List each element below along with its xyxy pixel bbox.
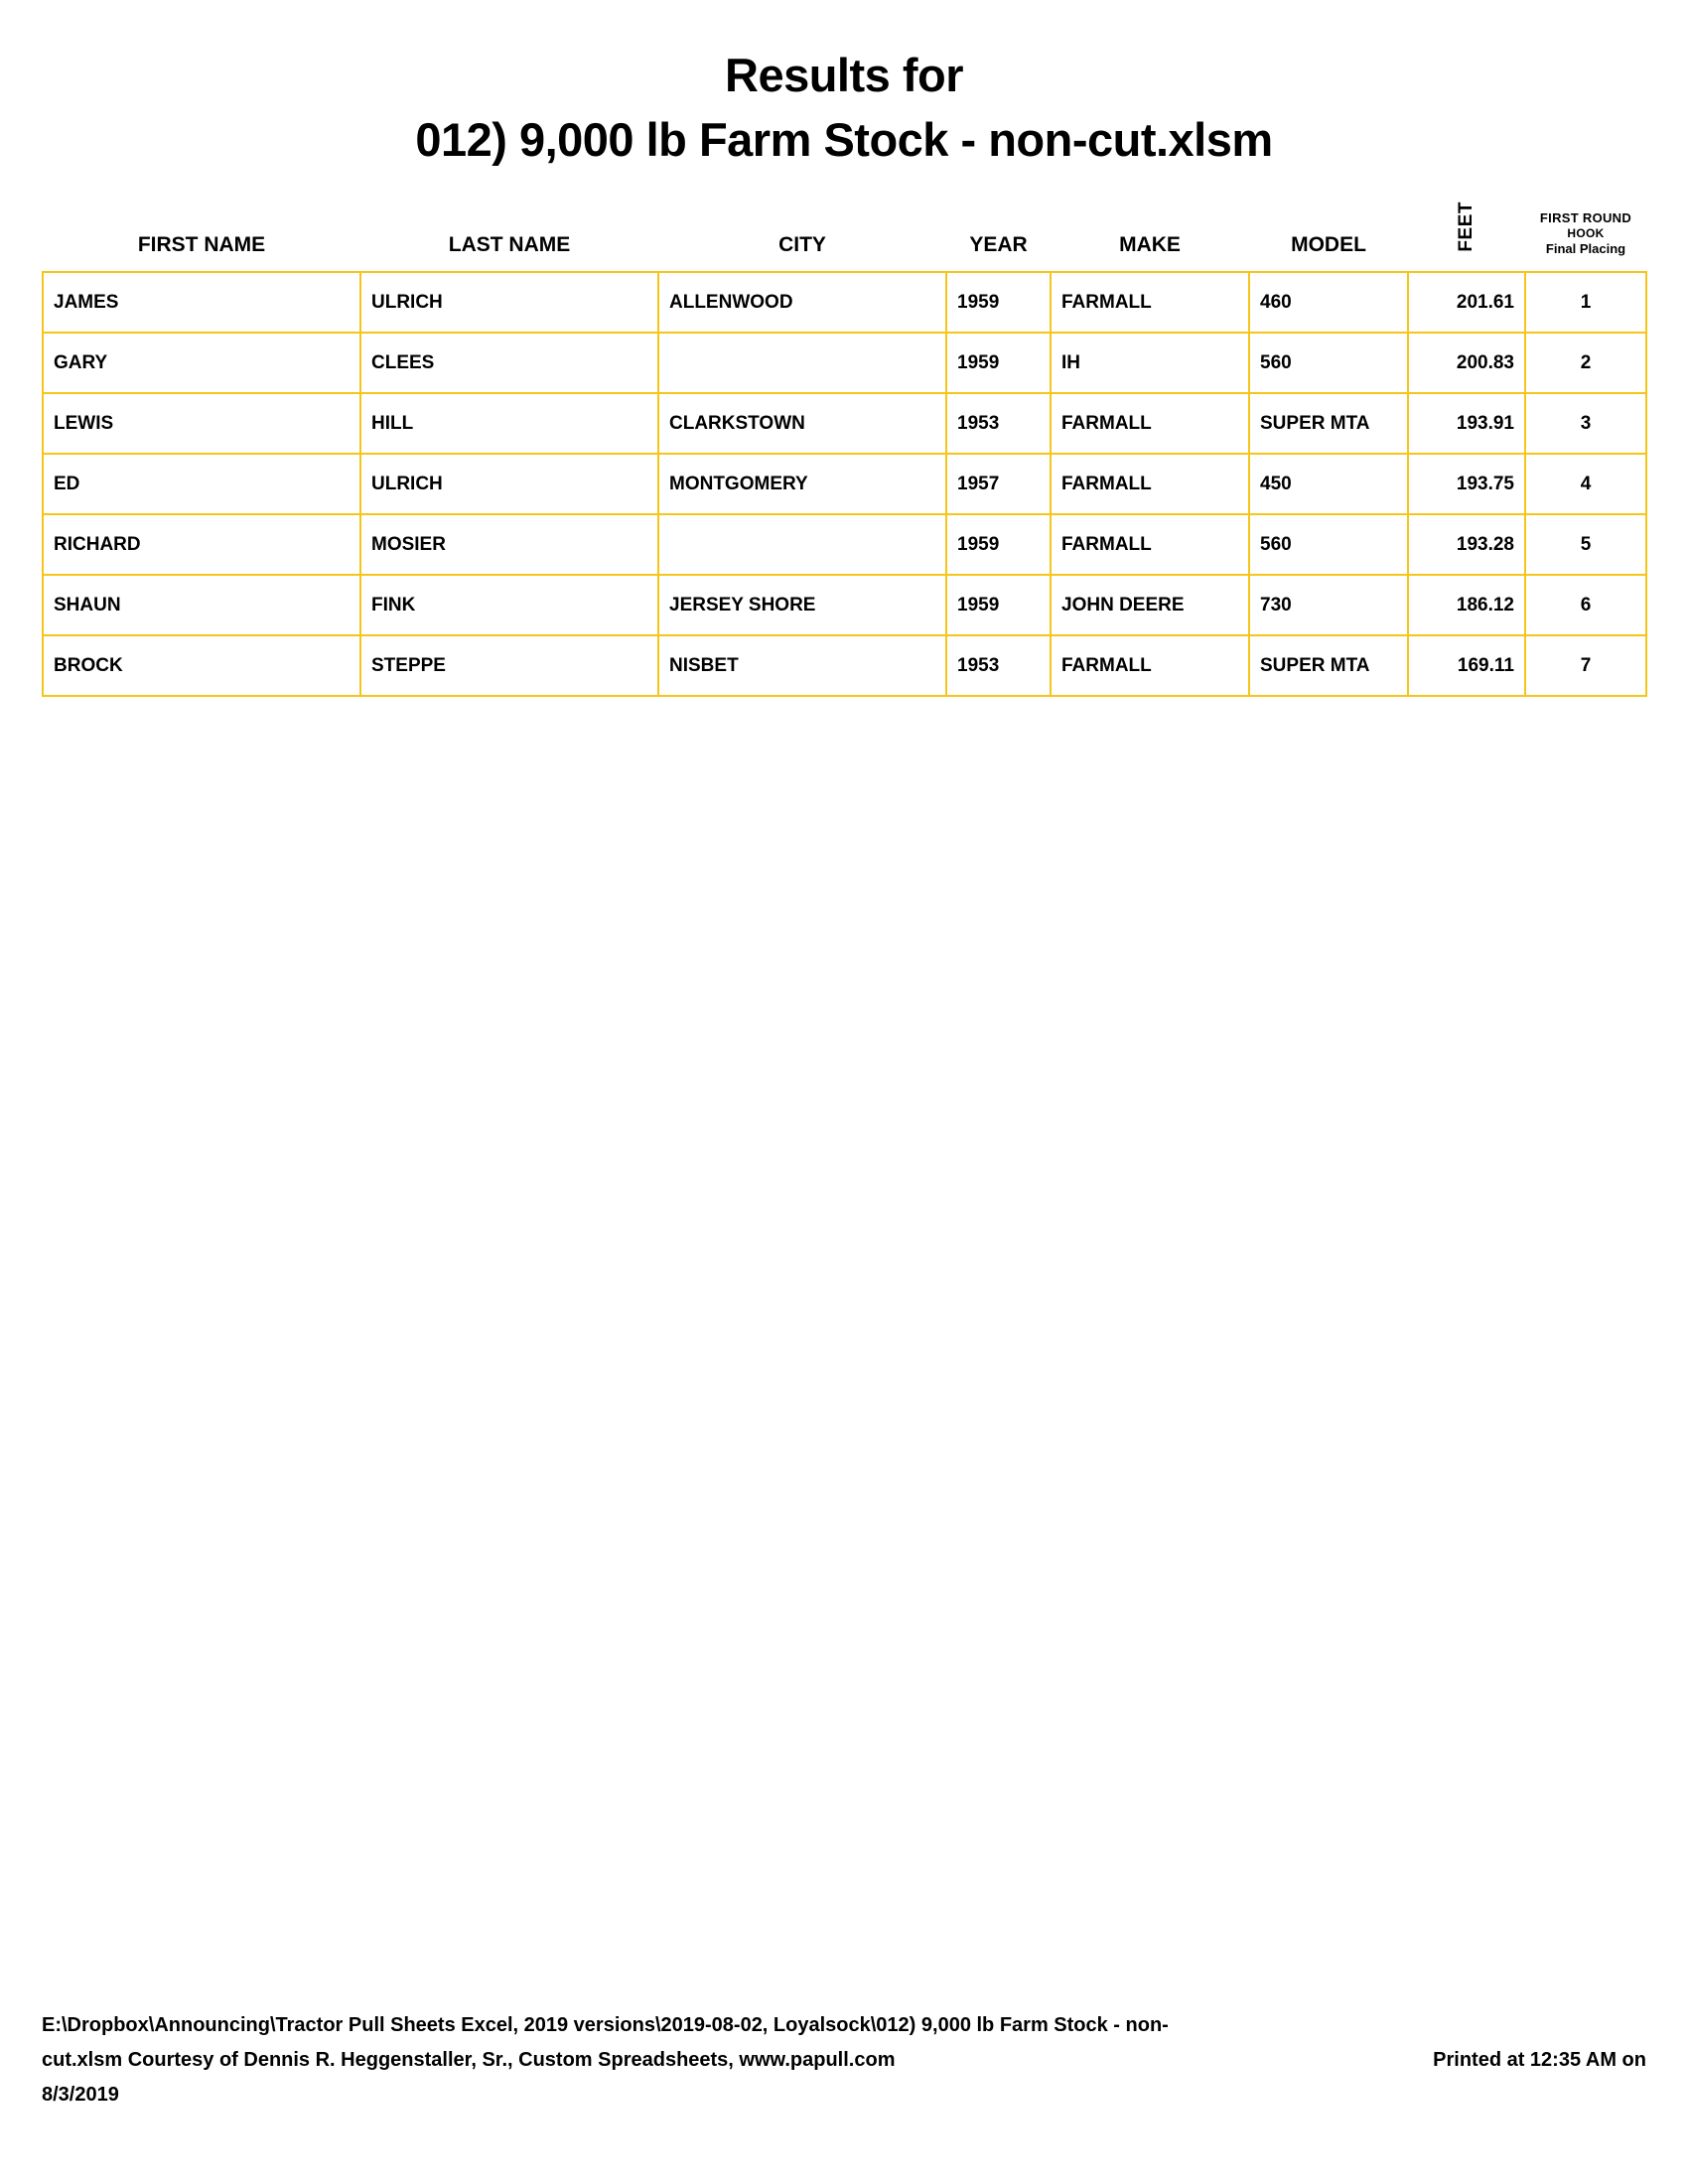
table-header-row (43, 194, 1646, 273)
cell-first-name: RICHARD (43, 514, 360, 575)
cell-year: 1959 (946, 333, 1051, 393)
cell-city: ALLENWOOD (658, 272, 946, 333)
cell-first-name: JAMES (43, 272, 360, 333)
table-row (43, 454, 1646, 514)
footer-print-date: 8/3/2019 (42, 2084, 119, 2106)
cell-model: 560 (1249, 333, 1408, 393)
cell-city: JERSEY SHORE (658, 575, 946, 635)
cell-make: FARMALL (1051, 454, 1249, 514)
cell-last-name: FINK (360, 575, 658, 635)
cell-make: FARMALL (1051, 635, 1249, 696)
footer-credit-row (42, 2043, 1646, 2078)
title-line-1: Results for (725, 49, 963, 101)
cell-make: IH (1051, 333, 1249, 393)
cell-make: FARMALL (1051, 272, 1249, 333)
header-last-name: LAST NAME (448, 233, 571, 257)
table-row (43, 514, 1646, 575)
table-row (43, 333, 1646, 393)
cell-city: CLARKSTOWN (658, 393, 946, 454)
cell-last-name: HILL (360, 393, 658, 454)
cell-feet: 193.91 (1408, 393, 1525, 454)
cell-placing: 2 (1525, 333, 1646, 393)
cell-year: 1959 (946, 514, 1051, 575)
cell-city (658, 514, 946, 575)
cell-placing: 4 (1525, 454, 1646, 514)
cell-last-name: ULRICH (360, 272, 658, 333)
header-placing-line-2: HOOK (1567, 226, 1605, 241)
page-title (42, 0, 1646, 168)
cell-year: 1957 (946, 454, 1051, 514)
header-feet-label: FEET (1456, 201, 1477, 252)
table-row (43, 635, 1646, 696)
cell-make: JOHN DEERE (1051, 575, 1249, 635)
cell-last-name: MOSIER (360, 514, 658, 575)
table-header (43, 194, 1646, 273)
footer-file-path: E:\Dropbox\Announcing\Tractor Pull Sheets Excel, 2019 versions\2019-08-02, Loyalsock\012) 9,000 lb Farm Stock - non- (42, 2014, 1169, 2036)
header-model: MODEL (1291, 233, 1366, 257)
results-table (42, 194, 1647, 698)
footer-print-time: Printed at 12:35 AM on (1433, 2049, 1646, 2071)
header-placing-line-1: FIRST ROUND (1539, 209, 1632, 225)
cell-model: 460 (1249, 272, 1408, 333)
cell-model: SUPER MTA (1249, 393, 1408, 454)
cell-last-name: STEPPE (360, 635, 658, 696)
cell-first-name: BROCK (43, 635, 360, 696)
cell-placing: 5 (1525, 514, 1646, 575)
footer-credit: cut.xlsm Courtesy of Dennis R. Heggenstaller, Sr., Custom Spreadsheets, www.papull.com (42, 2049, 896, 2071)
cell-feet: 193.75 (1408, 454, 1525, 514)
cell-make: FARMALL (1051, 393, 1249, 454)
cell-placing: 7 (1525, 635, 1646, 696)
header-feet (1408, 194, 1525, 273)
header-first-name: FIRST NAME (137, 233, 266, 257)
cell-city (658, 333, 946, 393)
cell-model: 560 (1249, 514, 1408, 575)
cell-year: 1953 (946, 635, 1051, 696)
cell-last-name: ULRICH (360, 454, 658, 514)
table-row (43, 272, 1646, 333)
cell-model: 730 (1249, 575, 1408, 635)
cell-first-name: LEWIS (43, 393, 360, 454)
cell-feet: 193.28 (1408, 514, 1525, 575)
header-placing-line-3: Final Placing (1545, 241, 1626, 257)
cell-city: MONTGOMERY (658, 454, 946, 514)
cell-feet: 201.61 (1408, 272, 1525, 333)
cell-placing: 3 (1525, 393, 1646, 454)
cell-last-name: CLEES (360, 333, 658, 393)
table-body (43, 272, 1646, 696)
cell-first-name: ED (43, 454, 360, 514)
cell-model: SUPER MTA (1249, 635, 1408, 696)
page-footer (42, 2008, 1646, 2113)
cell-placing: 6 (1525, 575, 1646, 635)
cell-feet: 200.83 (1408, 333, 1525, 393)
cell-year: 1953 (946, 393, 1051, 454)
cell-year: 1959 (946, 272, 1051, 333)
cell-first-name: GARY (43, 333, 360, 393)
cell-city: NISBET (658, 635, 946, 696)
header-city: CITY (778, 233, 826, 257)
header-year: YEAR (969, 233, 1028, 257)
cell-feet: 169.11 (1408, 635, 1525, 696)
cell-feet: 186.12 (1408, 575, 1525, 635)
cell-year: 1959 (946, 575, 1051, 635)
header-final-placing (1525, 194, 1646, 273)
cell-model: 450 (1249, 454, 1408, 514)
cell-make: FARMALL (1051, 514, 1249, 575)
cell-placing: 1 (1525, 272, 1646, 333)
title-line-2: 012) 9,000 lb Farm Stock - non-cut.xlsm (415, 113, 1273, 167)
table-row (43, 575, 1646, 635)
table-row (43, 393, 1646, 454)
header-make: MAKE (1119, 233, 1181, 257)
cell-first-name: SHAUN (43, 575, 360, 635)
